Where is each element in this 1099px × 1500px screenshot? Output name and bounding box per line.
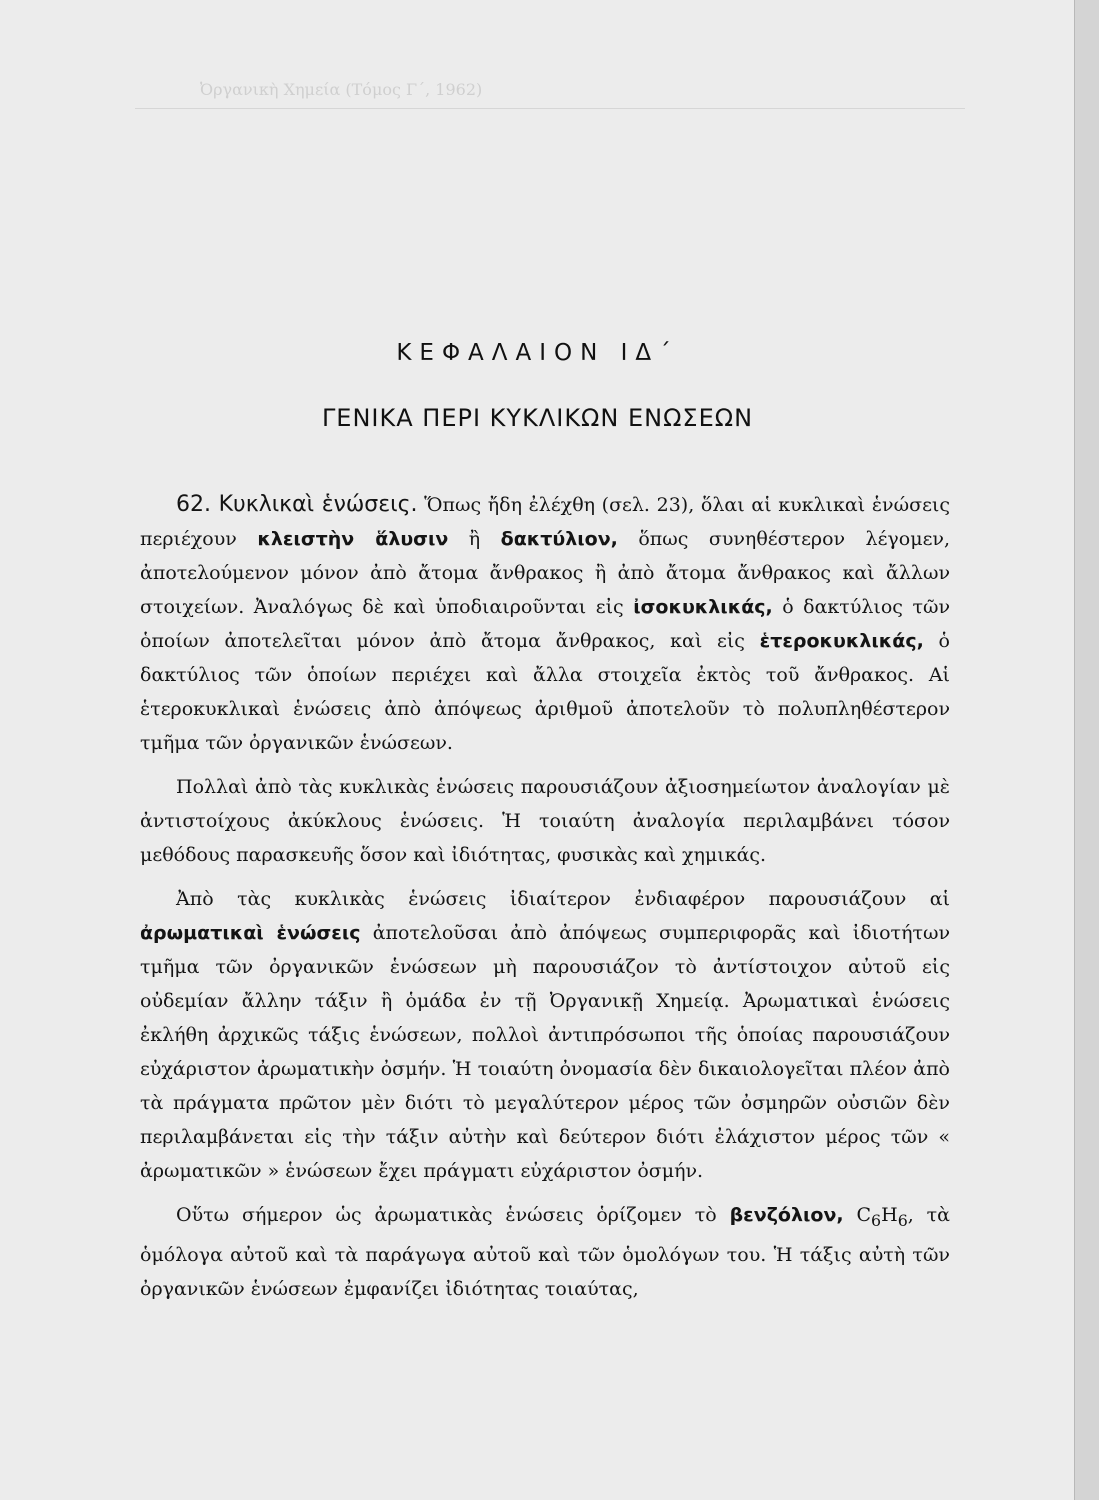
text-run: ὁ δακτύλιος τῶν ὁποίων ἀποτελεῖται μόνον ἀπὸ ἄτομα ἄνθρακος, καὶ εἰς: [140, 596, 950, 652]
term-aromatic-compounds: ἀρωματικαὶ ἑνώσεις: [140, 922, 361, 944]
section-heading: 62. Κυκλικαὶ ἑνώσεις.: [176, 492, 418, 517]
page-edge: [1074, 0, 1099, 1500]
bleed-through-rule: [135, 108, 965, 109]
paragraph-benzene: [140, 1198, 950, 1306]
term-benzene: βενζόλιον,: [729, 1204, 844, 1226]
text-run: , τὰ ὁμόλογα αὐτοῦ καὶ τὰ παράγωγα αὐτοῦ καὶ τῶν ὁμολόγων του. Ἡ τάξις αὐτὴ τῶν ὀργανικῶν ἑνώσεων ἐμφανίζει ἰδιότητας τοιαύτας,: [140, 1204, 951, 1300]
chapter-label: ΚΕΦΑΛΑΙΟΝ ΙΔ΄: [396, 340, 679, 366]
bleed-through-header: Ὀργανικὴ Χημεία (Τόμος Γ΄, 1962): [200, 80, 483, 99]
paragraph-cyclic-compounds: [140, 488, 950, 760]
term-isocyclic: ἰσοκυκλικάς,: [633, 596, 773, 618]
text-run: ὁ δακτύλιος τῶν ὁποίων περιέχει καὶ ἄλλα στοιχεῖα ἐκτὸς τοῦ ἄνθρακος. Αἱ ἑτεροκυκλικαὶ ἑνώσεις ἀπὸ ἀπόψεως ἀριθμοῦ ἀποτελοῦν τὸ πολυπληθέστερον τμῆμα τῶν ὀργανικῶν ἑνώσεων.: [140, 630, 950, 754]
body-text: [140, 488, 950, 1316]
chapter-title: ΓΕΝΙΚΑ ΠΕΡΙ ΚΥΚΛΙΚΩΝ ΕΝΩΣΕΩΝ: [321, 404, 754, 432]
text-run: Ἀπὸ τὰς κυκλικὰς ἑνώσεις ἰδιαίτερον ἐνδιαφέρον παρουσιάζουν αἱ: [176, 888, 950, 910]
term-ring: δακτύλιον,: [500, 528, 618, 550]
paragraph-analogy: Πολλαὶ ἀπὸ τὰς κυκλικὰς ἑνώσεις παρουσιάζουν ἀξιοσημείωτον ἀναλογίαν μὲ ἀντιστοίχους ἀκύκλους ἑνώσεις. Ἡ τοιαύτη ἀναλογία περιλαμβάνει τόσον μεθόδους παρασκευῆς ὅσον καὶ ἰδιότητας, φυσικὰς καὶ χημικάς.: [140, 776, 950, 866]
text-run: Ὅπως ἤδη ἐλέχθη (σελ. 23), ὅλαι αἱ κυκλικαὶ ἑνώσεις περιέχουν: [140, 494, 951, 550]
benzene-formula: $C_6H_6$: [856, 1204, 908, 1230]
text-run: ἢ: [448, 528, 501, 550]
text-run: ἀποτελοῦσαι ἀπὸ ἀπόψεως συμπεριφορᾶς καὶ ἰδιοτήτων τμῆμα τῶν ὀργανικῶν ἑνώσεων μὴ παρουσιάζον τὸ ἀντίστοιχον αὐτοῦ εἰς οὐδεμίαν ἄλλην τάξιν ἢ ὁμάδα ἐν τῇ Ὀργανικῇ Χημείᾳ. Ἀρωματικαὶ ἑνώσεις ἐκλήθη ἀρχικῶς τάξις ἑνώσεων, πολλοὶ ἀντιπρόσωποι τῆς ὁποίας παρουσιάζουν εὐχάριστον ἀρωματικὴν ὀσμήν. Ἡ τοιαύτη ὀνομασία δὲν δικαιολογεῖται πλέον ἀπὸ τὰ πράγματα πρῶτον μὲν διότι τὸ μεγαλύτερον μέρος τῶν ὀσμηρῶν οὐσιῶν δὲν περιλαμβάνεται εἰς τὴν τάξιν αὐτὴν καὶ δεύτερον διότι ἐλάχιστον μέρος τῶν « ἀρωματικῶν » ἑνώσεων ἔχει πράγματι εὐχάριστον ὀσμήν.: [140, 922, 951, 1182]
text-run: ὅπως συνηθέστερον λέγομεν, ἀποτελούμενον μόνον ἀπὸ ἄτομα ἄνθρακος ἢ ἀπὸ ἄτομα ἄνθρακος καὶ ἄλλων στοιχείων. Ἀναλόγως δὲ καὶ ὑποδιαιροῦνται εἰς: [140, 528, 951, 618]
paragraph-aromatic: [140, 882, 950, 1188]
term-heterocyclic: ἑτεροκυκλικάς,: [759, 630, 924, 652]
term-closed-chain: κλειστὴν ἅλυσιν: [257, 528, 449, 550]
text-run: Οὕτω σήμερον ὡς ἀρωματικὰς ἑνώσεις ὁρίζομεν τὸ: [176, 1204, 730, 1226]
